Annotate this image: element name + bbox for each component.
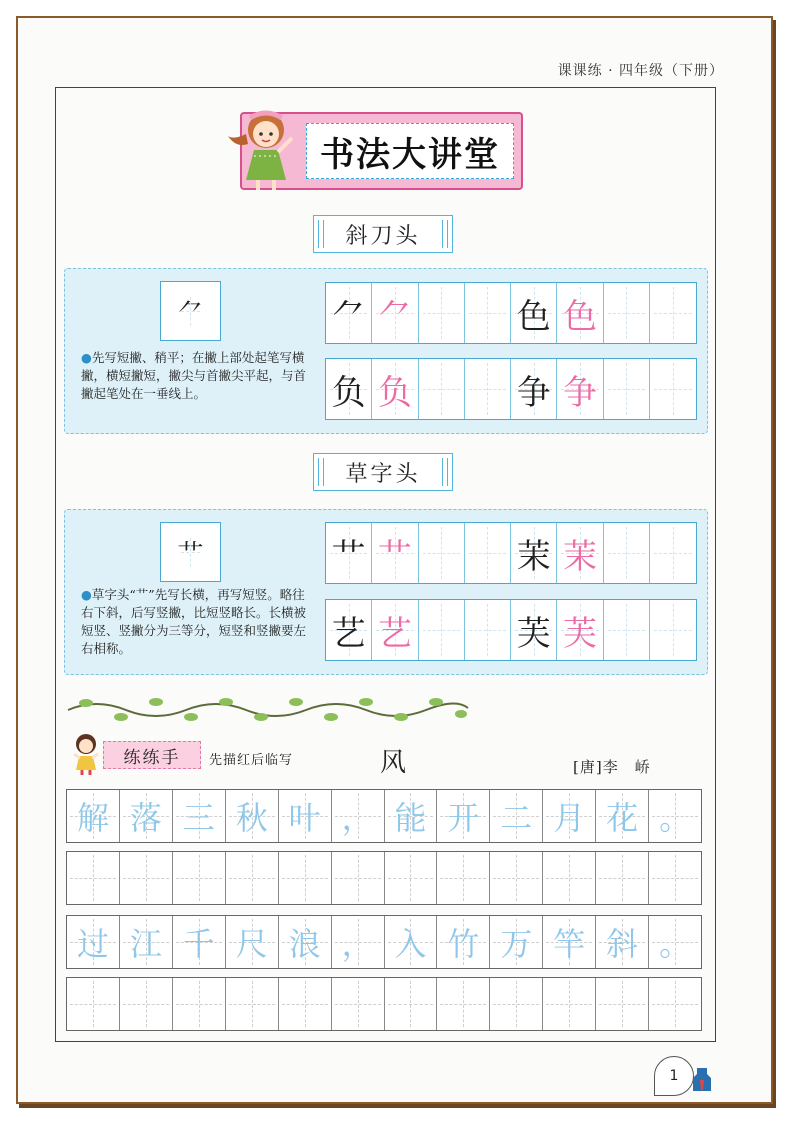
grid-cell — [465, 359, 511, 419]
practice-cell — [120, 852, 173, 904]
ink-bottle-icon — [692, 1066, 712, 1092]
trace-char: 万 — [500, 925, 533, 963]
grid-cell — [511, 359, 557, 419]
note-text: 草字头“艹”先写长横，再写短竖。略往右下斜，后写竖撇，比短竖略长。长横被短竖、竖撇分为三等分，短竖和竖撇要左右相称。 — [81, 587, 307, 656]
grid-cell — [465, 283, 511, 343]
grid-cell — [372, 283, 418, 343]
practice-cell — [490, 978, 543, 1030]
practice-cell — [332, 852, 385, 904]
grid-char: 色 — [563, 296, 598, 337]
trace-char: 花 — [606, 799, 639, 837]
practice-cell — [649, 978, 701, 1030]
grid-cell — [326, 523, 372, 583]
grid-cell — [326, 600, 372, 660]
practice-cell — [67, 916, 120, 968]
grid-char: 茉 — [516, 536, 551, 577]
practice-cell — [173, 852, 226, 904]
grid-cell — [650, 600, 696, 660]
grid-cell — [557, 523, 603, 583]
grid-cell — [557, 359, 603, 419]
grid-char: 负 — [331, 372, 366, 413]
grid-cell — [604, 600, 650, 660]
practice-label: 练练手 — [103, 741, 201, 769]
trace-char: 秋 — [235, 799, 268, 837]
trace-char: 解 — [76, 799, 109, 837]
practice-cell — [226, 978, 279, 1030]
trace-char: ， — [341, 799, 374, 837]
grid-cell — [465, 523, 511, 583]
practice-cell — [649, 852, 701, 904]
grid-char: 芙 — [516, 613, 551, 654]
grid-char: 茉 — [563, 536, 598, 577]
practice-row — [66, 977, 702, 1031]
practice-cell — [226, 916, 279, 968]
grid-char: 艺 — [377, 613, 412, 654]
vine-decoration — [66, 694, 470, 724]
practice-cell — [437, 978, 490, 1030]
grid-char: ⺈ — [331, 296, 366, 337]
grid-cell — [419, 359, 465, 419]
practice-cell — [385, 978, 438, 1030]
practice-cell — [543, 916, 596, 968]
practice-cell — [67, 852, 120, 904]
practice-cell — [67, 790, 120, 842]
radical-box — [160, 522, 221, 582]
grid-cell — [419, 283, 465, 343]
grid-char: 色 — [516, 296, 551, 337]
copy-grid-row — [325, 282, 697, 344]
radical-char: 艹 — [177, 534, 203, 571]
practice-cell — [332, 916, 385, 968]
grid-cell — [604, 523, 650, 583]
grid-char: ⺈ — [377, 296, 412, 337]
grid-cell — [650, 523, 696, 583]
bullet-icon: ● — [81, 587, 92, 602]
trace-char: 落 — [129, 799, 162, 837]
practice-row — [66, 851, 702, 905]
writing-note — [81, 586, 311, 658]
grid-cell — [557, 283, 603, 343]
trace-char: 浪 — [288, 925, 321, 963]
section-tag-caozitou: 草字头 — [313, 453, 453, 491]
trace-char: 千 — [182, 925, 215, 963]
trace-char: 二 — [500, 799, 533, 837]
practice-cell — [490, 916, 543, 968]
grid-cell — [372, 600, 418, 660]
practice-cell — [279, 978, 332, 1030]
practice-cell — [279, 916, 332, 968]
section-tag-xiedaotou: 斜刀头 — [313, 215, 453, 253]
small-girl-icon — [70, 732, 102, 776]
grid-cell — [604, 359, 650, 419]
practice-cell — [385, 916, 438, 968]
practice-cell — [173, 978, 226, 1030]
trace-char: 叶 — [288, 799, 321, 837]
copy-grid-row — [325, 358, 697, 420]
radical-char: ⺈ — [177, 293, 203, 330]
practice-cell — [279, 790, 332, 842]
practice-cell — [385, 790, 438, 842]
grid-char: 负 — [377, 372, 412, 413]
practice-cell — [120, 790, 173, 842]
grid-cell — [511, 283, 557, 343]
practice-cell — [120, 916, 173, 968]
copy-grid-row — [325, 599, 697, 661]
practice-instruction: 先描红后临写 — [209, 753, 294, 768]
trace-char: 月 — [553, 799, 586, 837]
practice-cell — [543, 978, 596, 1030]
trace-char: 。 — [659, 799, 692, 837]
practice-cell — [226, 790, 279, 842]
grid-char: 争 — [563, 372, 598, 413]
trace-char: 能 — [394, 799, 427, 837]
practice-cell — [437, 790, 490, 842]
practice-cell — [649, 916, 701, 968]
practice-cell — [596, 978, 649, 1030]
page-header: 课课练 · 四年级（下册） — [557, 63, 724, 79]
trace-char: 过 — [76, 925, 109, 963]
practice-cell — [279, 852, 332, 904]
practice-cell — [385, 852, 438, 904]
practice-cell — [490, 852, 543, 904]
grid-cell — [419, 523, 465, 583]
practice-cell — [226, 852, 279, 904]
practice-row — [66, 789, 702, 843]
grid-cell — [419, 600, 465, 660]
grid-cell — [326, 283, 372, 343]
grid-cell — [650, 359, 696, 419]
grid-cell — [326, 359, 372, 419]
practice-cell — [596, 852, 649, 904]
trace-char: ， — [341, 925, 374, 963]
writing-note — [81, 349, 311, 403]
bullet-icon: ● — [81, 350, 92, 365]
trace-char: 开 — [447, 799, 480, 837]
note-text: 先写短撇、稍平；在撇上部处起笔写横撇，横短撇短，撇尖与首撇尖平起，与首撇起笔处在一垂线上。 — [81, 350, 307, 401]
girl-illustration — [226, 104, 306, 194]
trace-char: 入 — [394, 925, 427, 963]
practice-row — [66, 915, 702, 969]
grid-char: 艹 — [377, 536, 412, 577]
poem-author: [唐]李 峤 — [573, 758, 651, 776]
practice-cell — [596, 790, 649, 842]
trace-char: 尺 — [235, 925, 268, 963]
grid-cell — [372, 359, 418, 419]
practice-cell — [596, 916, 649, 968]
page-number: 1 — [654, 1056, 694, 1096]
banner-title: 书法大讲堂 — [306, 123, 514, 179]
grid-cell — [511, 523, 557, 583]
trace-char: 竿 — [553, 925, 586, 963]
grid-cell — [465, 600, 511, 660]
practice-cell — [67, 978, 120, 1030]
trace-char: 江 — [129, 925, 162, 963]
practice-cell — [649, 790, 701, 842]
practice-cell — [332, 790, 385, 842]
grid-char: 争 — [516, 372, 551, 413]
copy-grid-row — [325, 522, 697, 584]
grid-cell — [604, 283, 650, 343]
trace-char: 竹 — [447, 925, 480, 963]
practice-cell — [490, 790, 543, 842]
practice-cell — [120, 978, 173, 1030]
trace-char: 三 — [182, 799, 215, 837]
trace-char: 。 — [659, 925, 692, 963]
grid-char: 艹 — [331, 536, 366, 577]
practice-cell — [437, 852, 490, 904]
grid-cell — [650, 283, 696, 343]
practice-cell — [543, 790, 596, 842]
grid-char: 芙 — [563, 613, 598, 654]
practice-cell — [173, 790, 226, 842]
grid-cell — [372, 523, 418, 583]
trace-char: 斜 — [606, 925, 639, 963]
practice-cell — [173, 916, 226, 968]
grid-char: 艺 — [331, 613, 366, 654]
practice-cell — [437, 916, 490, 968]
grid-cell — [511, 600, 557, 660]
practice-cell — [332, 978, 385, 1030]
grid-cell — [557, 600, 603, 660]
radical-box — [160, 281, 221, 341]
poem-title: 风 — [380, 748, 407, 778]
practice-cell — [543, 852, 596, 904]
